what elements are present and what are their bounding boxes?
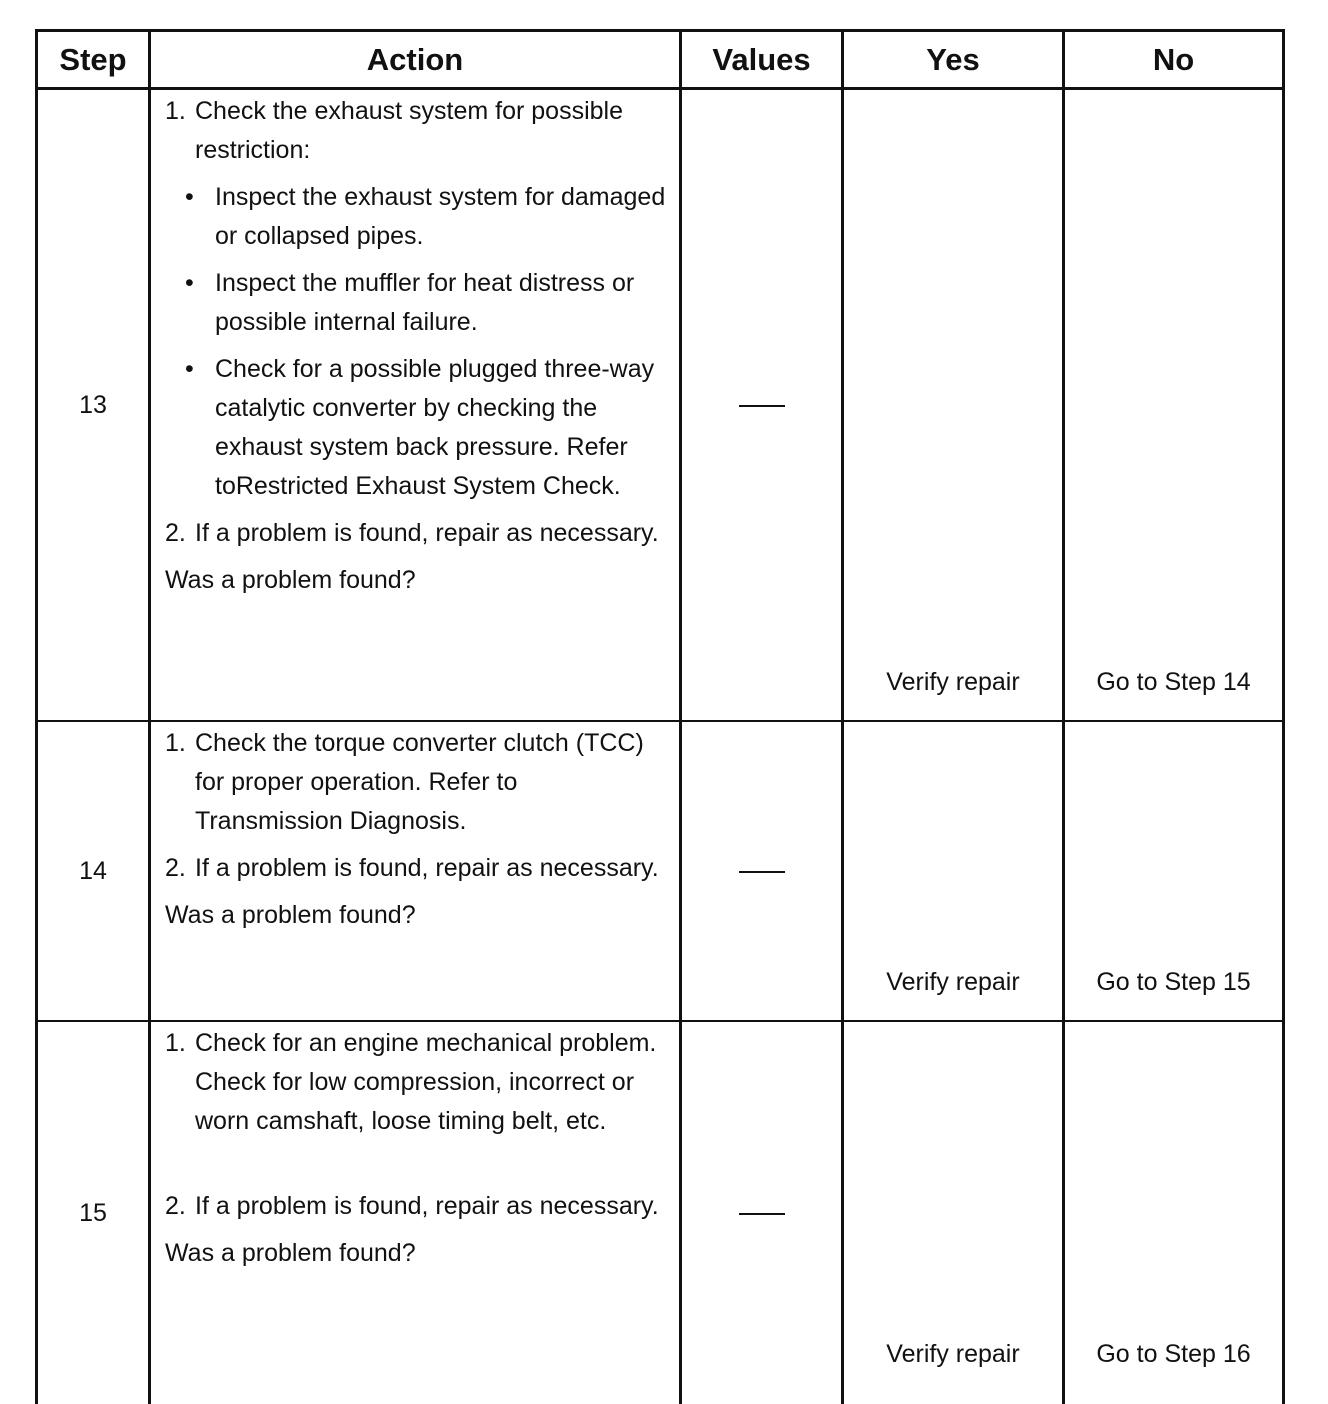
action-item — [165, 1187, 671, 1226]
item-text: Check the torque converter clutch (TCC) for proper operation. Refer to Transmission Diagnosis. — [195, 729, 644, 835]
values-cell — [681, 1021, 843, 1404]
bullet-item — [165, 350, 671, 506]
step-number: 13 — [37, 89, 150, 722]
dash-icon — [739, 871, 785, 873]
item-text: If a problem is found, repair as necessary. — [195, 519, 659, 547]
values-cell — [681, 89, 843, 722]
action-item — [165, 1024, 671, 1141]
bullet-icon: • — [185, 355, 194, 383]
step-number: 14 — [37, 721, 150, 1021]
header-yes: Yes — [843, 31, 1064, 89]
item-text: If a problem is found, repair as necessary. — [195, 854, 659, 882]
no-result: Go to Step 15 — [1064, 721, 1284, 1021]
header-step: Step — [37, 31, 150, 89]
bullet-icon: • — [185, 269, 194, 297]
spacer — [165, 1149, 671, 1187]
step-number: 15 — [37, 1021, 150, 1404]
table-row — [37, 89, 1284, 722]
action-item — [165, 514, 671, 553]
question-text: Was a problem found? — [165, 901, 416, 929]
item-number: 1. — [165, 1029, 186, 1057]
action-item — [165, 92, 671, 170]
header-row — [37, 31, 1284, 89]
item-text: Check for an engine mechanical problem. Check for low compression, incorrect or worn camshaft, loose timing belt, etc. — [195, 1029, 657, 1135]
bullet-text: Inspect the muffler for heat distress or possible internal failure. — [215, 269, 635, 336]
action-item — [165, 724, 671, 841]
header-values: Values — [681, 31, 843, 89]
header-no: No — [1064, 31, 1284, 89]
yes-result: Verify repair — [843, 89, 1064, 722]
yes-result: Verify repair — [843, 721, 1064, 1021]
dash-icon — [739, 1213, 785, 1215]
dash-icon — [739, 405, 785, 407]
item-number: 2. — [165, 519, 186, 547]
bullet-text: Check for a possible plugged three-way catalytic converter by checking the exhaust system back pressure. Refer toRestricted Exhaust System Check. — [215, 355, 655, 500]
item-text: If a problem is found, repair as necessary. — [195, 1192, 659, 1220]
item-number: 2. — [165, 1192, 186, 1220]
table-row — [37, 721, 1284, 1021]
header-action: Action — [150, 31, 681, 89]
action-cell — [150, 89, 681, 722]
item-number: 1. — [165, 97, 186, 125]
bullet-text: Inspect the exhaust system for damaged or collapsed pipes. — [215, 183, 666, 250]
bullet-item — [165, 264, 671, 342]
question-text: Was a problem found? — [165, 566, 416, 594]
item-text: Check the exhaust system for possible restriction: — [195, 97, 623, 164]
yes-result: Verify repair — [843, 1021, 1064, 1404]
no-result: Go to Step 16 — [1064, 1021, 1284, 1404]
no-result: Go to Step 14 — [1064, 89, 1284, 722]
action-item — [165, 849, 671, 888]
bullet-icon: • — [185, 183, 194, 211]
item-number: 1. — [165, 729, 186, 757]
action-cell — [150, 1021, 681, 1404]
question-text: Was a problem found? — [165, 1239, 416, 1267]
action-cell — [150, 721, 681, 1021]
diagnostic-table — [35, 29, 1285, 1404]
table-row — [37, 1021, 1284, 1404]
values-cell — [681, 721, 843, 1021]
bullet-item — [165, 178, 671, 256]
item-number: 2. — [165, 854, 186, 882]
